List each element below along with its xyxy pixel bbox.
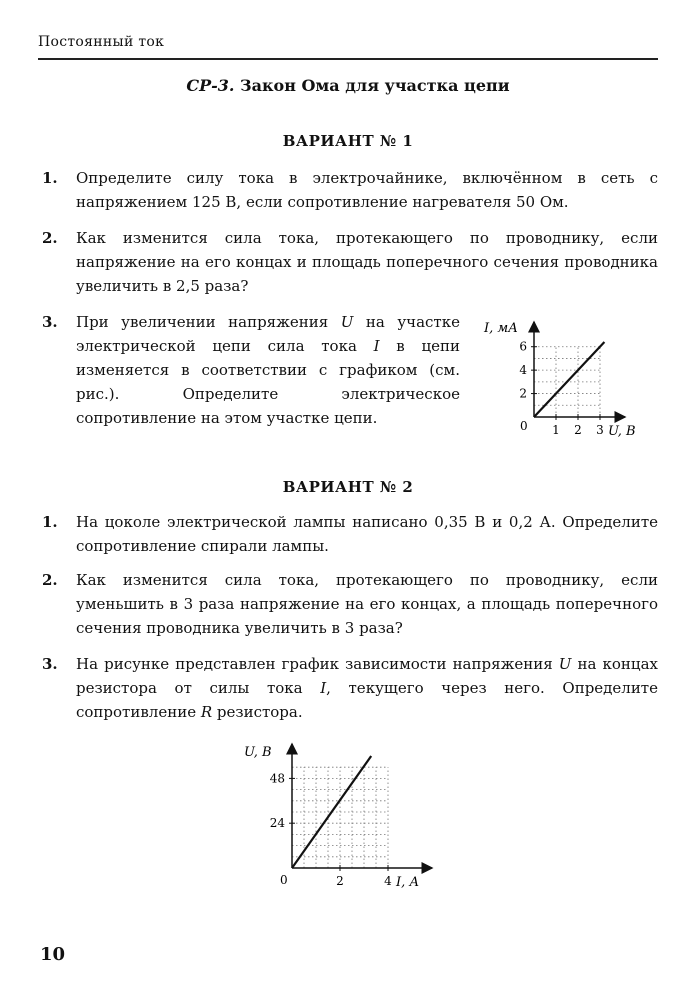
question-text: Как изменится сила тока, протекающего по проводнику, если напряжение на его концах и площадь поперечного сечения проводника увеличить в 2,5 раза?	[76, 229, 658, 295]
text-part: На рисунке представлен график зависимости напряжения	[76, 655, 559, 673]
variant-1-question-1	[42, 166, 658, 214]
text-part: на участке электрической цепи сила тока	[76, 313, 460, 355]
question-text	[76, 310, 460, 430]
graph-1-origin-label: 0	[520, 419, 528, 433]
text-part: резистора.	[212, 703, 303, 721]
page-number: 10	[40, 944, 66, 965]
variant-2-question-3	[42, 652, 658, 724]
y-tick-label: 48	[269, 771, 285, 786]
graph-1-x-label: U, В	[608, 424, 636, 439]
question-text: Определите силу тока в электрочайнике, включённом в сеть с напряжением 125 В, если сопротивление нагревателя 50 Ом.	[76, 169, 658, 211]
variant-2-question-1	[42, 510, 658, 558]
question-number: 2.	[42, 571, 58, 589]
var-i: I	[320, 679, 327, 697]
y-tick-label: 24	[269, 816, 285, 831]
text-part: , текущего через него. Определите сопротивление	[76, 679, 658, 721]
graph-2-y-label: U, В	[244, 745, 272, 760]
graph-1	[478, 310, 658, 450]
graph-1-y-label: I, мА	[484, 321, 519, 336]
x-tick-label: 2	[574, 423, 582, 437]
question-number: 2.	[42, 229, 58, 247]
graph-2	[236, 738, 446, 898]
variant-2-heading: ВАРИАНТ № 2	[282, 478, 414, 496]
y-tick-label: 2	[519, 386, 527, 401]
worksheet-title-text: Закон Ома для участка цепи	[234, 76, 510, 95]
var-u: U	[558, 655, 572, 673]
x-tick-label: 3	[596, 423, 604, 437]
y-tick-label: 6	[519, 339, 527, 354]
var-i: I	[373, 337, 380, 355]
var-r: R	[200, 703, 213, 721]
x-tick-label: 1	[552, 423, 560, 437]
x-tick-label: 4	[384, 874, 392, 888]
graph-2-ticks	[270, 771, 392, 888]
question-text	[76, 652, 658, 724]
question-number: 3.	[42, 655, 58, 673]
worksheet-code: СР-3.	[186, 76, 235, 95]
question-text: На цоколе электрической лампы написано 0,35 В и 0,2 А. Определите сопротивление спирали лампы.	[76, 513, 658, 555]
header-rule	[38, 58, 658, 60]
variant-2-question-2	[42, 568, 658, 640]
worksheet-title	[0, 76, 696, 95]
graph-2-grid	[292, 767, 388, 868]
text-part: на концах резистора от силы тока	[76, 655, 658, 697]
question-number: 3.	[42, 313, 58, 331]
variant-1-question-2	[42, 226, 658, 298]
x-tick-label: 2	[336, 874, 344, 888]
running-header: Постоянный ток	[38, 34, 165, 50]
question-number: 1.	[42, 169, 58, 187]
graph-2-x-label: I, А	[396, 875, 420, 890]
y-tick-label: 4	[519, 363, 527, 378]
var-u: U	[340, 313, 354, 331]
graph-2-origin-label: 0	[280, 873, 288, 887]
question-number: 1.	[42, 513, 58, 531]
variant-1-heading: ВАРИАНТ № 1	[282, 132, 414, 150]
variant-1-question-3	[42, 310, 462, 430]
text-part: При увеличении напряжения	[76, 313, 341, 331]
text-part: в цепи изменяется в соответствии с графиком (см. рис.). Определите электрическое сопротивление на этом участке цепи.	[76, 337, 460, 427]
graph-1-series-line	[534, 342, 604, 417]
question-text: Как изменится сила тока, протекающего по проводнику, если уменьшить в 3 раза напряжение на его концах, а площадь поперечного сечения проводника увеличить в 3 раза?	[76, 571, 658, 637]
